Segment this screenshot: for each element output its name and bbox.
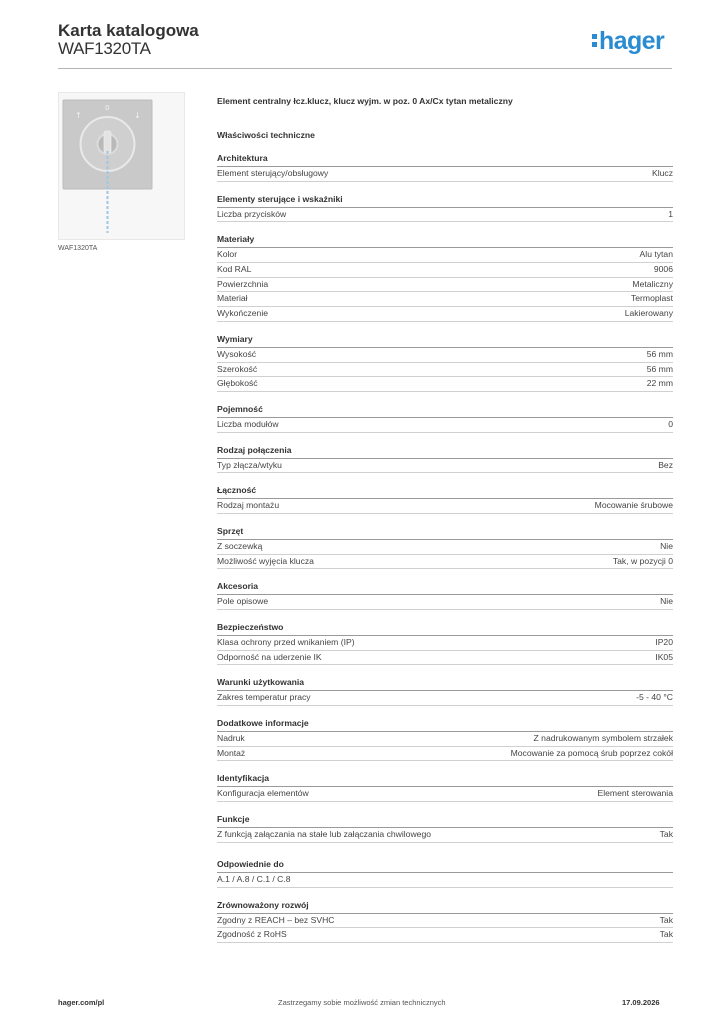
spec-value: -5 - 40 °C <box>636 692 673 703</box>
spec-label: Zgodność z RoHS <box>217 929 287 940</box>
spec-value: Tak <box>659 829 673 840</box>
spec-row <box>217 418 673 433</box>
section-title: Łączność <box>217 485 673 499</box>
spec-row <box>217 292 673 307</box>
spec-section <box>217 859 673 888</box>
spec-row <box>217 248 673 263</box>
spec-row <box>217 787 673 802</box>
product-image <box>58 92 185 240</box>
logo-text: hager <box>599 27 665 55</box>
spec-section <box>217 404 673 433</box>
spec-label: Możliwość wyjęcia klucza <box>217 555 314 566</box>
spec-row <box>217 555 673 570</box>
header-divider <box>58 68 672 69</box>
spec-label: Szerokość <box>217 363 258 374</box>
spec-label: Pole opisowe <box>217 596 269 607</box>
spec-row <box>217 540 673 555</box>
spec-section <box>217 814 673 843</box>
spec-value: Tak <box>659 914 673 925</box>
spec-value: Bez <box>658 459 673 470</box>
spec-label: Głębokość <box>217 378 258 389</box>
footer-note: Zastrzegamy sobie możliwość zmian technicznych <box>278 998 446 1007</box>
spec-label: Z soczewką <box>217 540 263 551</box>
spec-row <box>217 167 673 182</box>
section-title: Pojemność <box>217 404 673 418</box>
spec-row <box>217 208 673 223</box>
section-title: Dodatkowe informacje <box>217 718 673 732</box>
product-code: WAF1320TA <box>58 39 151 58</box>
spec-label: Zakres temperatur pracy <box>217 692 311 703</box>
spec-label: Wysokość <box>217 348 257 359</box>
document-title: Karta katalogowa <box>58 21 199 40</box>
spec-row <box>217 263 673 278</box>
spec-label: Liczba przycisków <box>217 208 287 219</box>
spec-value: Nie <box>660 596 673 607</box>
spec-section <box>217 234 673 321</box>
spec-row <box>217 363 673 378</box>
arrow-down-mark: ↓ <box>134 111 141 120</box>
spec-section <box>217 900 673 943</box>
section-title: Funkcje <box>217 814 673 828</box>
spec-row <box>217 348 673 363</box>
spec-row <box>217 459 673 474</box>
section-title: Odpowiednie do <box>217 859 673 873</box>
spec-value: Nie <box>660 540 673 551</box>
spec-section <box>217 581 673 610</box>
spec-value: Tak, w pozycji 0 <box>612 555 673 566</box>
spec-label: Rodzaj montażu <box>217 500 280 511</box>
arrow-up-mark: ↑ <box>75 111 82 120</box>
spec-label: Z funkcją załączania na stałe lub załączania chwilowego <box>217 829 432 840</box>
spec-row <box>217 828 673 843</box>
spec-row <box>217 651 673 666</box>
spec-section <box>217 622 673 665</box>
spec-section <box>217 445 673 474</box>
spec-value: IP20 <box>655 637 673 647</box>
image-caption: WAF1320TA <box>58 245 98 252</box>
spec-label: Nadruk <box>217 733 245 744</box>
spec-value: Klucz <box>651 168 673 178</box>
spec-row <box>217 636 673 651</box>
spec-label: Powierzchnia <box>217 278 269 289</box>
spec-section <box>217 194 673 223</box>
spec-value: 56 mm <box>646 363 673 374</box>
spec-value: Lakierowany <box>624 308 673 319</box>
spec-section <box>217 485 673 514</box>
spec-row <box>217 732 673 747</box>
spec-label: Odporność na uderzenie IK <box>217 651 322 662</box>
spec-value: 22 mm <box>646 378 673 389</box>
spec-sections <box>217 153 673 943</box>
spec-value: Mocowanie za pomocą śrub poprzez cokół <box>510 747 673 758</box>
spec-value: Element sterowania <box>597 788 673 799</box>
spec-row <box>217 499 673 514</box>
section-title: Warunki użytkowania <box>217 677 673 691</box>
spec-value: 9006 <box>653 264 673 275</box>
section-title: Zrównoważony rozwój <box>217 900 673 914</box>
spec-row <box>217 595 673 610</box>
spec-value: 56 mm <box>646 348 673 359</box>
section-title: Sprzęt <box>217 526 673 540</box>
spec-label: Wykończenie <box>217 308 269 319</box>
spec-row <box>217 691 673 706</box>
spec-section <box>217 718 673 761</box>
spec-value: Z nadrukowanym symbolem strzałek <box>533 733 673 744</box>
spec-label: Montaż <box>217 747 246 758</box>
spec-row <box>217 747 673 762</box>
spec-label: Materiał <box>217 293 248 304</box>
footer-date: 17.09.2026 <box>622 998 660 1007</box>
key-switch-illustration <box>59 93 184 239</box>
spec-value: Alu tytan <box>639 249 673 260</box>
spec-section <box>217 677 673 706</box>
technical-properties-heading: Właściwości techniczne <box>217 130 315 140</box>
zero-mark: 0 <box>105 104 110 112</box>
section-title: Materiały <box>217 234 673 248</box>
section-title: Akcesoria <box>217 581 673 595</box>
spec-value: Metaliczny <box>632 278 673 289</box>
spec-label: Zgodny z REACH – bez SVHC <box>217 914 335 925</box>
spec-row <box>217 928 673 943</box>
key-head <box>104 131 111 153</box>
footer-website: hager.com/pl <box>58 998 105 1007</box>
spec-value: Tak <box>659 929 673 940</box>
spec-row <box>217 307 673 322</box>
spec-row <box>217 278 673 293</box>
spec-label: Klasa ochrony przed wnikaniem (IP) <box>217 637 355 647</box>
spec-label: Kod RAL <box>217 264 252 275</box>
section-title: Elementy sterujące i wskaźniki <box>217 194 673 208</box>
spec-row <box>217 873 673 888</box>
spec-label: A.1 / A.8 / C.1 / C.8 <box>217 873 291 884</box>
spec-label: Kolor <box>217 249 238 260</box>
spec-label: Element sterujący/obsługowy <box>217 168 329 178</box>
spec-value: Termoplast <box>630 293 673 304</box>
spec-value: Mocowanie śrubowe <box>594 500 673 511</box>
section-title: Architektura <box>217 153 673 167</box>
spec-row <box>217 377 673 392</box>
spec-section <box>217 153 673 182</box>
logo-dots-icon <box>592 32 597 48</box>
hager-logo <box>592 28 664 54</box>
section-title: Bezpieczeństwo <box>217 622 673 636</box>
spec-label: Konfiguracja elementów <box>217 788 309 799</box>
spec-section <box>217 526 673 569</box>
spec-section <box>217 334 673 392</box>
spec-value: 0 <box>668 418 673 429</box>
section-title: Identyfikacja <box>217 773 673 787</box>
spec-section <box>217 773 673 802</box>
spec-value: 1 <box>668 208 673 219</box>
spec-label: Liczba modułów <box>217 418 279 429</box>
section-title: Rodzaj połączenia <box>217 445 673 459</box>
section-title: Wymiary <box>217 334 673 348</box>
spec-value: IK05 <box>655 651 673 662</box>
spec-row <box>217 914 673 929</box>
spec-label: Typ złącza/wtyku <box>217 459 282 470</box>
product-description: Element centralny łcz.klucz, klucz wyjm. w poz. 0 Ax/Cx tytan metaliczny <box>217 96 513 106</box>
spec-content <box>217 96 673 955</box>
